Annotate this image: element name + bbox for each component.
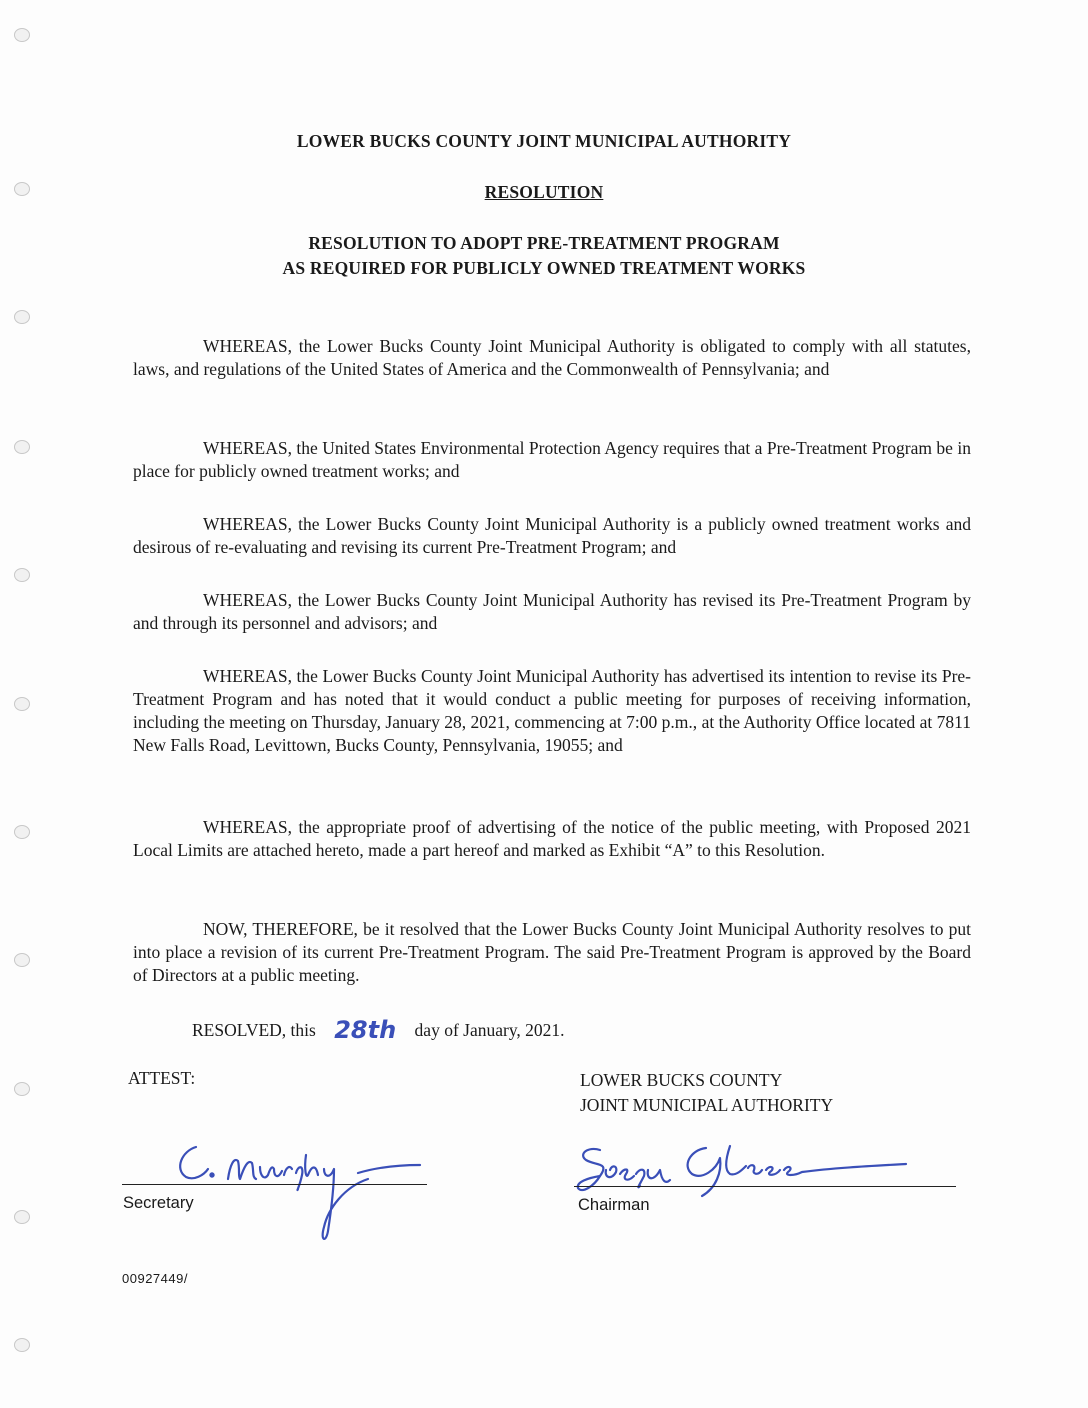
whereas-paragraph: WHEREAS, the Lower Bucks County Joint Municipal Authority is obligated to comply with all statutes, laws, and regulations of the United States of America and the Commonwealth of Pennsylvania; and	[133, 336, 971, 379]
resolved-prefix: RESOLVED, this	[192, 1020, 316, 1040]
binder-hole-strip	[0, 0, 38, 1408]
document-number: 00927449/	[122, 1271, 188, 1286]
secretary-signature-line	[122, 1184, 427, 1185]
binder-hole	[14, 310, 30, 324]
binder-hole	[14, 697, 30, 711]
whereas-paragraph: WHEREAS, the Lower Bucks County Joint Municipal Authority is a publicly owned treatment works and desirous of re-evaluating and revising its current Pre-Treatment Program; and	[133, 514, 971, 557]
secretary-signature	[168, 1135, 448, 1255]
binder-hole	[14, 1210, 30, 1224]
whereas-paragraph: WHEREAS, the Lower Bucks County Joint Municipal Authority has revised its Pre-Treatment Program by and through its personnel and advisors; and	[133, 590, 971, 633]
organization-title: LOWER BUCKS COUNTY JOINT MUNICIPAL AUTHORITY	[296, 131, 792, 151]
resolution-subtitle-line-2: AS REQUIRED FOR PUBLICLY OWNED TREATMENT WORKS	[282, 258, 806, 278]
chairman-signature-line	[574, 1186, 956, 1187]
binder-hole	[14, 1338, 30, 1352]
whereas-paragraph: WHEREAS, the United States Environmental Protection Agency requires that a Pre-Treatment Program be in place for publicly owned treatment works; and	[133, 438, 971, 481]
resolved-suffix: day of January, 2021.	[414, 1020, 565, 1040]
binder-hole	[14, 825, 30, 839]
resolved-date-line	[192, 1016, 565, 1044]
attest-label: ATTEST:	[128, 1068, 196, 1088]
binder-hole	[14, 568, 30, 582]
handwritten-day: 28th	[334, 1016, 397, 1044]
signatory-org-line-1: LOWER BUCKS COUNTY	[580, 1070, 783, 1090]
signatory-org-line-2: JOINT MUNICIPAL AUTHORITY	[580, 1095, 834, 1115]
signatory-organization	[580, 1068, 833, 1118]
document-type-heading: RESOLUTION	[484, 182, 604, 202]
resolution-subtitle-line-1: RESOLUTION TO ADOPT PRE-TREATMENT PROGRAM	[308, 233, 780, 253]
binder-hole	[14, 1082, 30, 1096]
therefore-paragraph: NOW, THEREFORE, be it resolved that the Lower Bucks County Joint Municipal Authority resolves to put into place a revision of its current Pre-Treatment Program. The said Pre-Treatment Program is approved by the Board of Directors at a public meeting.	[133, 919, 971, 985]
whereas-paragraph: WHEREAS, the appropriate proof of advertising of the notice of the public meeting, with Proposed 2021 Local Limits are attached hereto, made a part hereof and marked as Exhibit “A” to this Resolution.	[133, 817, 971, 860]
binder-hole	[14, 953, 30, 967]
binder-hole	[14, 440, 30, 454]
chairman-caption: Chairman	[578, 1196, 650, 1214]
secretary-caption: Secretary	[123, 1194, 194, 1212]
whereas-paragraph: WHEREAS, the Lower Bucks County Joint Municipal Authority has advertised its intention to revise its Pre-Treatment Program and has noted that it would conduct a public meeting for purposes of receiving information, including the meeting on Thursday, January 28, 2021, commencing at 7:00 p.m., at the Authority Office located at 7811 New Falls Road, Levittown, Bucks County, Pennsylvania, 19055; and	[133, 666, 971, 755]
binder-hole	[14, 28, 30, 42]
